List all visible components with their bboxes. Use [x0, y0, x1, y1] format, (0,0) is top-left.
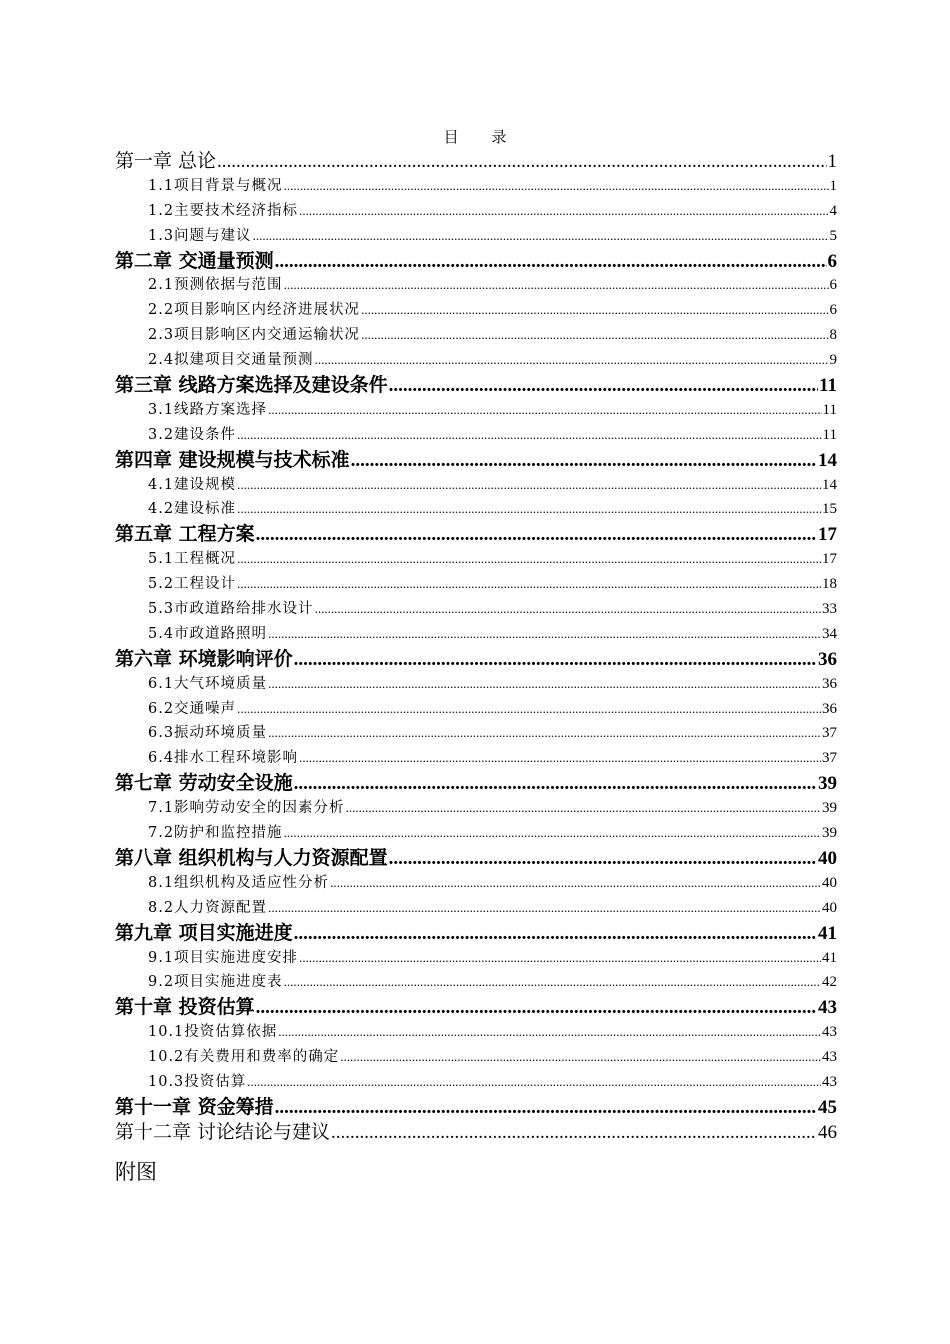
toc-page-number: 15	[822, 501, 837, 518]
toc-page-number: 43	[822, 1049, 837, 1066]
toc-entry-title: 第八章 组织机构与人力资源配置	[115, 846, 388, 869]
toc-page-number: 6	[827, 250, 837, 272]
toc-dot-leader	[299, 199, 828, 224]
toc-page-number: 9	[829, 352, 837, 369]
toc-entry-title: 第九章 项目实施进度	[115, 921, 293, 944]
toc-page-number: 40	[822, 874, 837, 891]
toc-dot-leader	[284, 821, 821, 846]
toc-page-number: 36	[822, 675, 837, 692]
toc-dot-leader	[331, 1121, 817, 1145]
toc-section-entry[interactable]	[115, 323, 837, 348]
toc-page-number: 41	[818, 922, 837, 944]
toc-chapter-entry[interactable]	[115, 149, 837, 174]
toc-dot-leader	[237, 547, 821, 572]
toc-entry-title: 5.1工程概况	[148, 551, 237, 568]
toc-dot-leader	[278, 1020, 821, 1045]
toc-section-entry[interactable]	[115, 273, 837, 298]
toc-page-number: 11	[819, 375, 837, 397]
toc-page-number: 11	[822, 401, 837, 418]
toc-entry-title: 第一章 总论	[115, 150, 217, 172]
toc-entry-title: 第十一章 资金筹措	[115, 1095, 274, 1118]
toc-entry-title: 10.2有关费用和费率的确定	[148, 1049, 340, 1066]
toc-page-number: 17	[822, 551, 837, 568]
toc-dot-leader	[361, 298, 828, 323]
toc-entry-title: 4.2建设标准	[148, 501, 237, 518]
toc-chapter-entry[interactable]	[115, 921, 837, 946]
toc-dot-leader	[389, 847, 817, 871]
toc-dot-leader	[237, 572, 821, 597]
toc-entry-title: 6.4排水工程环境影响	[148, 750, 299, 767]
toc-entry-title: 8.1组织机构及适应性分析	[148, 874, 330, 891]
toc-entry-title: 第四章 建设规模与技术标准	[115, 448, 350, 471]
toc-entry-title: 8.2人力资源配置	[148, 899, 268, 916]
toc-dot-leader	[247, 1070, 821, 1095]
toc-section-entry[interactable]	[115, 497, 837, 522]
toc-dot-leader	[294, 922, 817, 946]
toc-entry-title: 6.1大气环境质量	[148, 675, 268, 692]
toc-dot-leader	[284, 970, 821, 995]
toc-entry-title: 1.2主要技术经济指标	[148, 202, 299, 219]
toc-section-entry[interactable]	[115, 946, 837, 971]
toc-entry-title: 9.1项目实施进度安排	[148, 949, 299, 966]
toc-page-number: 36	[822, 700, 837, 717]
toc-dot-leader	[275, 250, 827, 274]
toc-page-number: 43	[822, 1024, 837, 1041]
toc-page-number: 46	[818, 1121, 837, 1143]
toc-page-number: 11	[822, 426, 837, 443]
toc-page-number: 39	[822, 800, 837, 817]
toc-dot-leader	[351, 449, 817, 473]
toc-section-entry[interactable]	[115, 547, 837, 572]
toc-page-number: 39	[822, 825, 837, 842]
toc-page-number: 37	[822, 725, 837, 742]
toc-entry-title: 2.1预测依据与范围	[148, 277, 283, 294]
toc-chapter-entry[interactable]	[115, 1120, 837, 1145]
toc-section-entry[interactable]	[115, 672, 837, 697]
toc-dot-leader	[268, 398, 821, 423]
toc-chapter-entry[interactable]	[115, 995, 837, 1020]
toc-entry-title: 7.1影响劳动安全的因素分析	[148, 800, 345, 817]
toc-chapter-entry[interactable]	[115, 522, 837, 547]
toc-page-number: 17	[818, 524, 837, 546]
toc-entry-title: 3.2建设条件	[148, 426, 237, 443]
toc-section-entry[interactable]	[115, 348, 837, 373]
toc-dot-leader	[330, 871, 821, 896]
toc-entry-title: 1.3问题与建议	[148, 227, 252, 244]
toc-section-entry[interactable]	[115, 697, 837, 722]
toc-dot-leader	[237, 473, 821, 498]
toc-dot-leader	[346, 796, 821, 821]
toc-entry-title: 第七章 劳动安全设施	[115, 772, 293, 795]
toc-dot-leader	[294, 648, 817, 672]
toc-entry-title: 10.1投资估算依据	[148, 1024, 278, 1041]
toc-entry-title: 3.1线路方案选择	[148, 401, 268, 418]
toc-section-entry[interactable]	[115, 871, 837, 896]
appendix-label: 附图	[115, 1160, 157, 1184]
toc-entry-title: 1.1项目背景与概况	[148, 177, 283, 194]
toc-chapter-entry[interactable]	[115, 1095, 837, 1120]
toc-entry-title: 7.2防护和监控措施	[148, 825, 283, 842]
toc-dot-leader	[275, 1096, 817, 1120]
toc-dot-leader	[268, 896, 821, 921]
toc-page-number: 18	[822, 576, 837, 593]
toc-dot-leader	[340, 1045, 821, 1070]
toc-page-number: 14	[818, 449, 837, 471]
toc-dot-leader	[315, 597, 821, 622]
toc-section-entry[interactable]	[115, 473, 837, 498]
toc-dot-leader	[268, 721, 821, 746]
toc-dot-leader	[299, 946, 821, 971]
toc-entry-title: 第三章 线路方案选择及建设条件	[115, 374, 388, 397]
toc-page-number: 6	[829, 302, 837, 319]
toc-page-number: 6	[829, 277, 837, 294]
toc-page-number: 4	[829, 202, 837, 219]
toc-chapter-entry[interactable]	[115, 771, 837, 796]
toc-page-number: 34	[822, 625, 837, 642]
toc-entry-title: 2.2项目影响区内经济进展状况	[148, 302, 361, 319]
toc-section-entry[interactable]	[115, 398, 837, 423]
toc-page-number: 5	[829, 227, 837, 244]
toc-page-number: 42	[822, 974, 837, 991]
toc-section-entry[interactable]	[115, 1020, 837, 1045]
toc-page-number: 39	[818, 773, 837, 795]
toc-dot-leader	[389, 374, 818, 398]
toc-page-number: 8	[829, 327, 837, 344]
toc-section-entry[interactable]	[115, 224, 837, 249]
toc-dot-leader	[315, 348, 829, 373]
toc-chapter-entry[interactable]	[115, 647, 837, 672]
toc-dot-leader	[294, 772, 817, 796]
toc-dot-leader	[256, 523, 817, 547]
toc-section-entry[interactable]	[115, 970, 837, 995]
toc-entry-title: 5.3市政道路给排水设计	[148, 601, 314, 618]
toc-dot-leader	[237, 423, 821, 448]
toc-page-number: 43	[822, 1073, 837, 1090]
toc-dot-leader	[237, 497, 821, 522]
toc-chapter-entry[interactable]	[115, 249, 837, 274]
toc-section-entry[interactable]	[115, 746, 837, 771]
toc-dot-leader	[217, 150, 826, 174]
toc-section-entry[interactable]	[115, 1070, 837, 1095]
toc-entry-title: 第六章 环境影响评价	[115, 647, 293, 670]
toc-entry-title: 6.2交通噪声	[148, 700, 237, 717]
toc-page-number: 33	[822, 601, 837, 618]
toc-section-entry[interactable]	[115, 796, 837, 821]
toc-entry-title: 第二章 交通量预测	[115, 249, 274, 272]
toc-page-number: 37	[822, 750, 837, 767]
toc-dot-leader	[237, 697, 821, 722]
toc-dot-leader	[361, 323, 828, 348]
toc-section-entry[interactable]	[115, 821, 837, 846]
toc-entry-title: 第五章 工程方案	[115, 523, 255, 546]
toc-entry-title: 5.2工程设计	[148, 576, 237, 593]
toc-dot-leader	[256, 996, 817, 1020]
toc-section-entry[interactable]	[115, 1045, 837, 1070]
toc-dot-leader	[284, 273, 829, 298]
toc-dot-leader	[299, 746, 821, 771]
toc-section-entry[interactable]	[115, 298, 837, 323]
toc-section-entry[interactable]	[115, 721, 837, 746]
toc-entry-title: 4.1建设规模	[148, 476, 237, 493]
toc-page-number: 1	[829, 177, 837, 194]
toc-dot-leader	[284, 174, 829, 199]
toc-page-number: 14	[822, 476, 837, 493]
toc-title: 目 录	[443, 128, 521, 146]
toc-section-entry[interactable]	[115, 597, 837, 622]
toc-page-number: 40	[818, 847, 837, 869]
toc-section-entry[interactable]	[115, 174, 837, 199]
toc-section-entry[interactable]	[115, 572, 837, 597]
toc-entry-title: 第十章 投资估算	[115, 996, 255, 1019]
toc-chapter-entry[interactable]	[115, 846, 837, 871]
table-of-contents	[115, 149, 837, 1145]
toc-entry-title: 2.3项目影响区内交通运输状况	[148, 327, 361, 344]
toc-section-entry[interactable]	[115, 199, 837, 224]
toc-entry-title: 9.2项目实施进度表	[148, 974, 283, 991]
toc-page-number: 1	[827, 151, 837, 172]
toc-page-number: 43	[818, 997, 837, 1019]
toc-page-number: 36	[818, 648, 837, 670]
toc-entry-title: 第十二章 讨论结论与建议	[115, 1120, 331, 1143]
toc-entry-title: 2.4拟建项目交通量预测	[148, 352, 314, 369]
toc-chapter-entry[interactable]	[115, 373, 837, 398]
toc-dot-leader	[253, 224, 829, 249]
toc-dot-leader	[268, 672, 821, 697]
toc-page-number: 45	[818, 1096, 837, 1118]
toc-section-entry[interactable]	[115, 622, 837, 647]
toc-page-number: 40	[822, 899, 837, 916]
toc-page-number: 41	[822, 949, 837, 966]
toc-dot-leader	[268, 622, 821, 647]
toc-entry-title: 10.3投资估算	[148, 1073, 247, 1090]
toc-entry-title: 6.3振动环境质量	[148, 725, 268, 742]
toc-section-entry[interactable]	[115, 896, 837, 921]
toc-entry-title: 5.4市政道路照明	[148, 625, 268, 642]
toc-section-entry[interactable]	[115, 423, 837, 448]
toc-chapter-entry[interactable]	[115, 448, 837, 473]
